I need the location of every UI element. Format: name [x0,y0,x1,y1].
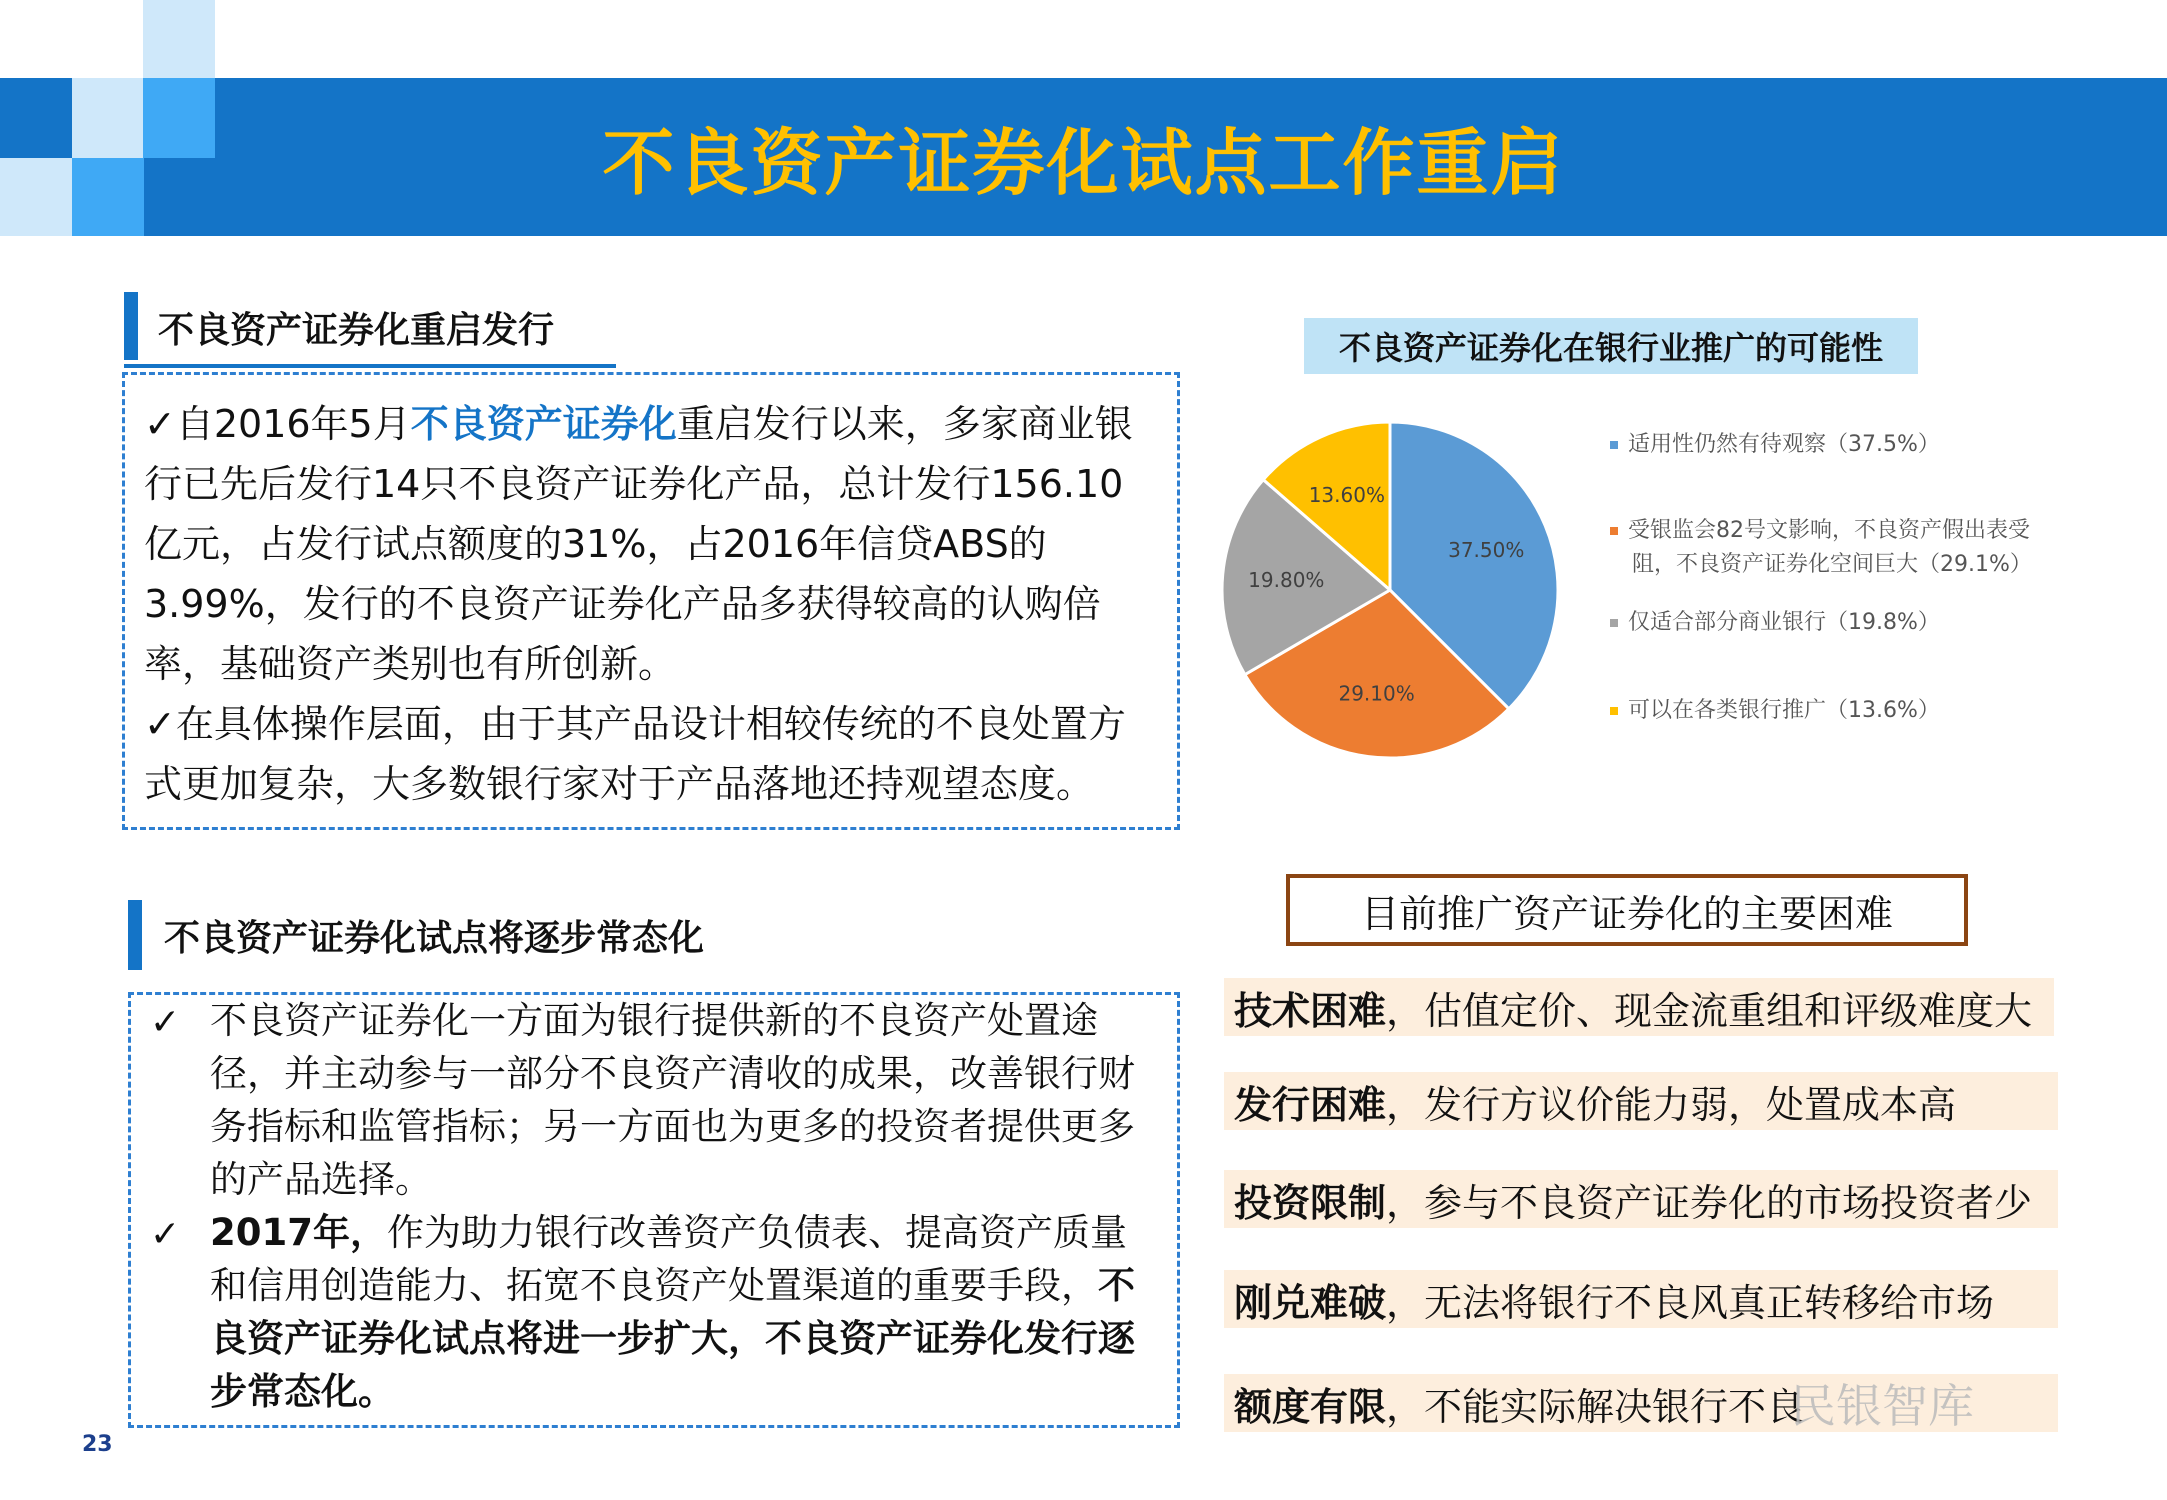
legend-item [1610,606,2090,640]
item2-body: 作为助力银行改善资产负债表、提高资产质量和信用创造能力、拓宽不良资产处置渠道的重要手段， [210,1211,1127,1307]
legend-swatch [1610,619,1618,627]
difficulties-title: 目前推广资产证券化的主要困难 [1286,874,1968,946]
page-number: 23 [82,1432,113,1457]
section-marker [128,900,142,970]
slice-data-label: 19.80% [1248,568,1325,593]
section-marker [124,292,138,360]
p1-body: 重启发行以来，多家商业银行已先后发行14只不良资产证券化产品，总计发行156.10亿元，占发行试点额度的31%，占2016年信贷ABS的3.99%，发行的不良资产证券化产品多获得较高的认购倍率，基础资产类别也有所创新。 [144,402,1133,686]
legend-label: 受银监会82号文影响，不良资产假出表受 [1628,518,2030,543]
slice-data-label: 37.50% [1448,538,1525,563]
difficulty-label: 发行困难 [1234,1082,1387,1127]
legend-item [1610,694,2090,728]
legend-label: 仅适合部分商业银行（19.8%） [1628,610,1940,635]
difficulty-row [1224,1270,2058,1328]
item2-conclusion: 不良资产证券化试点将进一步扩大，不良资产证券化发行逐步常态化。 [210,1264,1135,1413]
slice-data-label: 13.60% [1308,483,1385,508]
legend-label: 可以在各类银行推广（13.6%） [1628,698,1940,723]
check-icon: ✓ [150,1002,181,1043]
difficulty-label: 投资限制 [1234,1180,1387,1225]
legend-label: 阻，不良资产证券化空间巨大（29.1%） [1632,552,2032,577]
difficulty-text: ，不能实际解决银行不良 [1386,1384,1805,1429]
section1-paragraph [144,394,1152,694]
legend-swatch [1610,441,1618,449]
deco-square [143,0,215,78]
difficulty-label: 刚兑难破 [1234,1280,1387,1325]
section-underline [124,364,616,368]
legend-swatch [1610,707,1618,715]
difficulty-row [1224,1170,2058,1228]
section2-item-2 [210,1206,1150,1418]
p1-highlight: 不良资产证券化 [410,402,677,446]
section2-item-1: 不良资产证券化一方面为银行提供新的不良资产处置途径，并主动参与一部分不良资产清收的成果，改善银行财务指标和监管指标；另一方面也为更多的投资者提供更多的产品选择。 [210,999,1135,1201]
slice-data-label: 29.10% [1338,681,1415,706]
difficulty-row [1224,1072,2058,1130]
section1-paragraph-2: ✓在具体操作层面，由于其产品设计相较传统的不良处置方式更加复杂，大多数银行家对于产品落地还持观望态度。 [144,702,1126,806]
item2-year: 2017年， [210,1211,387,1254]
legend-swatch [1610,527,1618,535]
difficulty-label: 额度有限 [1234,1384,1387,1429]
legend-item [1610,514,2090,582]
pie-chart [1200,400,1600,780]
difficulty-row [1224,978,2054,1036]
difficulty-text: ，无法将银行不良风真正转移给市场 [1386,1280,1995,1325]
check-icon: ✓ [150,1214,181,1255]
difficulty-text: ，发行方议价能力弱，处置成本高 [1386,1082,1957,1127]
section-heading: 不良资产证券化重启发行 [158,310,555,351]
difficulty-label: 技术困难 [1234,988,1387,1033]
difficulty-text: ，估值定价、现金流重组和评级难度大 [1386,988,2033,1033]
page-title: 不良资产证券化试点工作重启 [602,121,1565,205]
difficulty-text: ，参与不良资产证券化的市场投资者少 [1386,1180,2033,1225]
watermark: 民银智库 [1790,1379,1974,1433]
p1-prefix: ✓自2016年5月 [144,402,411,446]
legend-label: 适用性仍然有待观察（37.5%） [1628,432,1940,457]
legend-item [1610,428,2090,462]
section-heading: 不良资产证券化试点将逐步常态化 [164,918,705,959]
chart-title: 不良资产证券化在银行业推广的可能性 [1304,318,1918,374]
